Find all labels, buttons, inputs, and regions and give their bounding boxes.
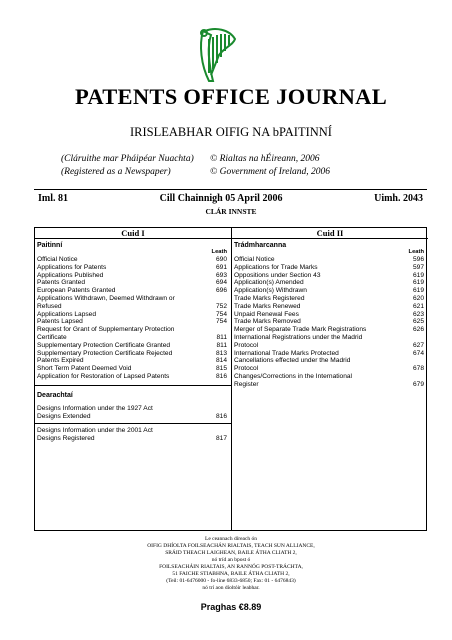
entry-page-number: 813 (215, 349, 227, 357)
contents-entry (35, 350, 231, 358)
entry-label: Supplementary Protection Certificate Granted (37, 341, 171, 349)
entry-label: Application(s) Withdrawn (234, 287, 307, 295)
entry-label: Certificate (37, 333, 67, 341)
contents-entry (35, 413, 231, 421)
contents-entry (232, 381, 428, 389)
copyright-english: © Government of Ireland, 2006 (210, 167, 331, 177)
entry-label: Applications Withdrawn, Deemed Withdrawn or (37, 294, 175, 302)
contents-entry (35, 272, 231, 280)
entry-label: Oppositions under Section 43 (234, 271, 321, 279)
contents-entry (232, 256, 428, 264)
entry-page-number: 678 (412, 365, 424, 373)
entry-page-number: 693 (215, 271, 227, 279)
entry-page-number: 816 (215, 412, 227, 420)
contents-entry (35, 326, 231, 334)
contents-entry (232, 373, 428, 381)
entry-page-number: 674 (412, 349, 424, 357)
sales-information (20, 536, 442, 592)
page-column-header: Leath (408, 249, 424, 255)
contents-entry (232, 311, 428, 319)
entry-label: Supplementary Protection Certificate Rejected (37, 349, 173, 357)
entry-label: Short Term Patent Deemed Void (37, 365, 132, 373)
entry-label: Patents Lapsed (37, 318, 83, 326)
part1-column (35, 228, 232, 530)
contents-entry (232, 303, 428, 311)
journal-title: PATENTS OFFICE JOURNAL (74, 84, 388, 109)
footer-line: 51 FAICHE STIABHNA, BAILE ÁTHA CLIATH 2, (172, 571, 290, 577)
entry-label: Request for Grant of Supplementary Protection (37, 326, 175, 334)
entry-page-number (215, 326, 227, 334)
entry-page-number: 690 (215, 256, 227, 263)
entry-page-number: 619 (412, 287, 424, 295)
entry-label: International Registrations under the Madrid (234, 333, 363, 341)
entry-label: European Patents Granted (37, 287, 116, 295)
contents-entry (35, 311, 231, 319)
entry-label: Changes/Corrections in the International (234, 372, 353, 380)
contents-entry (232, 326, 428, 334)
contents-entry (232, 334, 428, 342)
journal-cover (20, 0, 442, 640)
patents-contents-list (35, 256, 231, 381)
entry-page-number: 811 (216, 341, 227, 349)
entry-page-number: 696 (215, 287, 227, 295)
entry-page-number: 754 (215, 310, 227, 318)
issue-place-date: Cill Chainnigh 05 April 2006 (159, 193, 283, 204)
entry-label: Register (234, 380, 259, 388)
entry-page-number: 814 (215, 357, 227, 365)
footer-line: Le ceannach díreach ón (204, 536, 258, 542)
entry-page-number: 625 (412, 318, 424, 326)
entry-page-number: 621 (412, 302, 424, 310)
entry-label: Protocol (234, 341, 259, 349)
copyright-irish: © Rialtas na hÉireann, 2006 (210, 154, 320, 164)
contents-entry (232, 318, 428, 326)
entry-label: Application(s) Amended (234, 279, 304, 287)
trademarks-contents-list (232, 256, 428, 389)
entry-label: Patents Granted (37, 279, 86, 287)
contents-entry (35, 365, 231, 373)
entry-page-number: 627 (412, 341, 424, 349)
registration-irish: (Cláruithe mar Pháipéar Nuachta) (61, 154, 194, 164)
designs-section-heading: Dearachtaí (37, 391, 73, 399)
entry-page-number (215, 405, 227, 413)
contents-entry (35, 427, 231, 435)
entry-page-number: 620 (412, 294, 424, 302)
section-divider (35, 423, 231, 424)
entry-page-number: 694 (215, 279, 227, 287)
entry-label: Trade Marks Renewed (234, 302, 301, 310)
entry-label: Trade Marks Registered (234, 294, 305, 302)
entry-label: Applications Published (37, 271, 104, 279)
footer-line: (Teil: 01-6476000 - fo-líne 6833-6850; Fax: 01 - 6476843) (166, 578, 296, 584)
price: Praghas €8.89 (200, 602, 262, 612)
entry-page-number: 691 (215, 263, 227, 271)
entry-page-number: 619 (412, 271, 424, 279)
entry-page-number: 626 (412, 326, 424, 334)
entry-label: Applications for Trade Marks (234, 263, 318, 271)
contents-entry (35, 287, 231, 295)
entry-label: Designs Registered (37, 435, 95, 443)
entry-page-number: 619 (412, 279, 424, 287)
entry-label: Designs Information under the 1927 Act (37, 404, 153, 412)
contents-entry (35, 435, 231, 443)
part1-heading: Cuid I (35, 228, 231, 239)
designs-contents-list (35, 405, 231, 421)
contents-entry (232, 264, 428, 272)
contents-entry (35, 342, 231, 350)
contents-entry (35, 334, 231, 342)
contents-entry (35, 295, 231, 303)
registration-english: (Registered as a Newspaper) (61, 167, 171, 177)
registration-notice (61, 153, 194, 179)
contents-entry (232, 272, 428, 280)
entry-label: Patents Expired (37, 357, 84, 365)
contents-entry (232, 279, 428, 287)
issue-info-bar (34, 189, 427, 204)
contents-entry (232, 342, 428, 350)
entry-label: Unpaid Renewal Fees (234, 310, 299, 318)
part2-heading: Cuid II (232, 228, 428, 239)
entry-label: Applications for Patents (37, 263, 107, 271)
entry-label: Official Notice (234, 256, 275, 263)
journal-subtitle-irish: IRISLEABHAR OIFIG NA bPAITINNÍ (130, 125, 332, 139)
contents-entry (35, 264, 231, 272)
designs-2001-contents-list (35, 427, 231, 443)
entry-label: Application for Restoration of Lapsed Patents (37, 372, 170, 380)
contents-entry (232, 357, 428, 365)
entry-label: Trade Marks Removed (234, 318, 301, 326)
page-column-header: Leath (211, 249, 227, 255)
contents-entry (232, 350, 428, 358)
entry-page-number: 597 (412, 263, 424, 271)
entry-label: Protocol (234, 365, 259, 373)
entry-page-number: 815 (215, 365, 227, 373)
contents-entry (35, 357, 231, 365)
entry-page-number (215, 427, 227, 435)
entry-page-number: 811 (216, 333, 227, 341)
part2-column (232, 228, 428, 470)
entry-label: Merger of Separate Trade Mark Registrations (234, 326, 367, 334)
volume-number: Iml. 81 (38, 193, 68, 204)
entry-page-number (412, 334, 424, 342)
entry-page-number (215, 295, 227, 303)
entry-label: Cancellations effected under the Madrid (234, 357, 351, 365)
entry-page-number: 623 (412, 310, 424, 318)
entry-page-number (412, 357, 424, 365)
patents-section-heading: Paitinní (37, 242, 63, 249)
contents-title: CLÁR INNSTE (205, 207, 257, 216)
entry-label: Refused (37, 302, 62, 310)
entry-page-number: 816 (215, 372, 227, 380)
entry-label: Designs Extended (37, 412, 91, 420)
entry-page-number: 679 (412, 380, 424, 388)
entry-page-number: 752 (215, 302, 227, 310)
entry-label: Designs Information under the 2001 Act (37, 427, 153, 435)
footer-line: SRÁID THEACH LAIGHEAN, BAILE ÁTHA CLIATH 2, (165, 550, 297, 556)
contents-table (34, 227, 427, 531)
entry-label: International Trade Marks Protected (234, 349, 339, 357)
footer-line: nó trí aon díoltóir leabhar. (202, 585, 260, 591)
harp-icon (195, 25, 239, 85)
contents-entry (35, 303, 231, 311)
footer-line: OIFIG DHÍOLTA FOILSEACHÁN RIALTAIS, TEACH SUN ALLIANCE, (147, 543, 315, 549)
footer-line: FOILSEACHÁIN RIALTAIS, AN RANNÓG POST-TRÁCHTA, (159, 564, 303, 570)
contents-entry (35, 405, 231, 413)
entry-page-number: 817 (215, 435, 227, 443)
contents-entry (35, 279, 231, 287)
entry-page-number (412, 373, 424, 381)
footer-line: nó tríd an bpost ó (211, 557, 251, 563)
entry-page-number: 754 (215, 318, 227, 326)
contents-entry (232, 295, 428, 303)
contents-entry (35, 373, 231, 381)
copyright-notice (210, 153, 330, 179)
contents-entry (232, 365, 428, 373)
entry-label: Official Notice (37, 256, 78, 263)
entry-label: Applications Lapsed (37, 310, 97, 318)
contents-entry (232, 287, 428, 295)
issue-number: Uimh. 2043 (374, 193, 423, 204)
contents-entry (35, 256, 231, 264)
contents-entry (35, 318, 231, 326)
entry-page-number: 596 (412, 256, 424, 263)
trademarks-section-heading: Trádmharcanna (234, 242, 287, 249)
